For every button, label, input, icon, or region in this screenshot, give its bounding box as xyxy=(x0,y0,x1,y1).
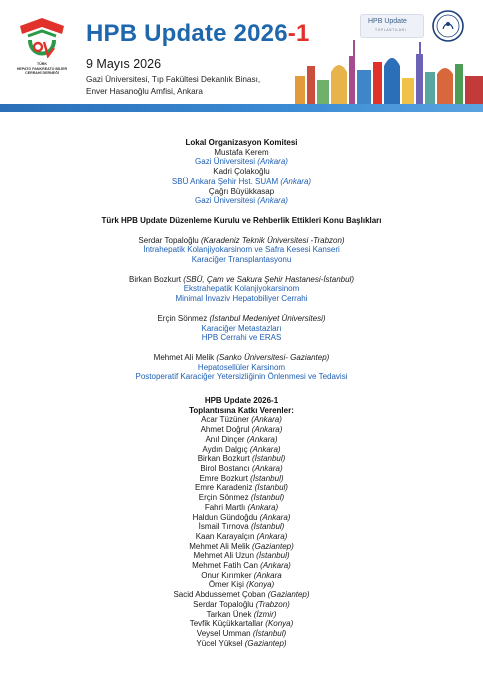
contributor-city: (Ankara) xyxy=(251,425,283,435)
spacer xyxy=(0,304,483,314)
contributor-name: Birkan Bozkurt xyxy=(197,454,250,464)
contributor-city: (İzmir) xyxy=(253,609,277,619)
affiliation-city: (Ankara) xyxy=(280,176,312,186)
guideline-person-affiliation: (Sanko Üniversitesi- Gaziantep) xyxy=(216,352,330,362)
event-title-suffix: -1 xyxy=(287,20,310,47)
guideline-topic: Minimal İnvaziv Hepatobiliyer Cerrahi xyxy=(175,294,308,304)
affiliation-text: Gazi Üniversitesi xyxy=(195,196,256,206)
contributors-heading: HPB Update 2026-1 xyxy=(204,396,279,406)
contributor-city: (Gaziantep) xyxy=(244,638,287,648)
contributor-city: (Gaziantep) xyxy=(267,590,310,600)
contributor-city: (Ankara) xyxy=(260,561,291,571)
main-content xyxy=(0,138,483,648)
contributor-row xyxy=(0,483,483,493)
contributor-city: (İstanbul) xyxy=(250,493,285,503)
contributor-name: Mehmet Fatih Can xyxy=(192,561,258,571)
committee-heading: Lokal Organizasyon Komitesi xyxy=(185,138,298,147)
contributor-row xyxy=(0,542,483,552)
contributor-name: Kaan Karayalçın xyxy=(195,531,255,541)
guideline-topic: Hepatosellüler Karsinom xyxy=(197,362,286,372)
contributor-city: (İstanbul) xyxy=(256,551,290,561)
contributor-city: (Ankara) xyxy=(251,415,282,425)
contributor-name: Ömer Kişi xyxy=(208,580,244,590)
guideline-person-affiliation: (SBÜ, Çam ve Sakura Şehir Hastanesi-İstanbul) xyxy=(183,274,354,284)
contributor-name: Emre Bozkurt xyxy=(199,473,248,483)
spacer xyxy=(0,382,483,396)
affiliation-text: SBÜ Ankara Şehir Hst. SUAM xyxy=(171,176,279,186)
guideline-person xyxy=(0,236,483,246)
contributor-city: (Gaziantep) xyxy=(251,541,294,551)
contributor-row xyxy=(0,571,483,581)
contributor-row xyxy=(0,590,483,600)
contributor-row xyxy=(0,580,483,590)
contributor-name: Mehmet Ali Melik xyxy=(189,541,250,551)
contributor-name: Erçin Sönmez xyxy=(198,493,249,503)
contributor-name: Tevfik Küçükkartallar xyxy=(189,619,264,629)
guideline-topic: Ekstrahepatik Kolanjiyokarsinom xyxy=(183,284,300,294)
contributors-list xyxy=(0,415,483,648)
contributors-subheading: Toplantısına Katkı Verenler: xyxy=(189,405,294,415)
contributor-row xyxy=(0,639,483,649)
contributor-row xyxy=(0,551,483,561)
venue-line: Enver Hasanoğlu Amfisi, Ankara xyxy=(86,87,203,96)
contributor-name: Fahri Martlı xyxy=(204,502,246,512)
event-venue xyxy=(86,74,260,98)
contributor-name: Aydın Dalgıç xyxy=(202,444,248,454)
guideline-person-affiliation: (Karadeniz Teknik Üniversitesi -Trabzon) xyxy=(200,235,345,245)
contributor-name: Sacid Abdussemet Çoban xyxy=(173,590,266,600)
logo-caption-line: CERRAHİ DERNEĞİ xyxy=(25,71,59,76)
contributor-row xyxy=(0,425,483,435)
contributor-city: (Trabzon) xyxy=(255,599,290,609)
committee-member-affiliation xyxy=(0,196,483,206)
affiliation-city: (Ankara) xyxy=(257,157,288,167)
brand-badge-sub: TOPLANTILARI xyxy=(375,28,407,32)
contributor-row xyxy=(0,415,483,425)
guideline-topic: İntrahepatik Kolanjiyokarsinom ve Safra Kesesi Kanseri xyxy=(143,245,340,255)
contributor-name: Tarkan Ünek xyxy=(206,609,252,619)
contributor-row xyxy=(0,600,483,610)
committee-member-affiliation xyxy=(0,177,483,187)
contributor-row xyxy=(0,522,483,532)
contributor-row xyxy=(0,454,483,464)
spacer xyxy=(0,226,483,236)
guideline-person-name: Mehmet Ali Melik xyxy=(153,352,215,362)
contributor-city: (Ankara) xyxy=(249,444,281,454)
contributor-row xyxy=(0,532,483,542)
guideline-topic: Karaciğer Metastazları xyxy=(201,323,282,333)
contributor-city: (Ankara) xyxy=(256,531,288,541)
contributor-row xyxy=(0,464,483,474)
contributor-row xyxy=(0,503,483,513)
contributor-name: Mehmet Ali Uzun xyxy=(193,551,254,561)
event-title-main: HPB Update 2026 xyxy=(86,20,288,47)
committee-member-name: Kadri Çolakoğlu xyxy=(213,167,270,177)
contributor-row xyxy=(0,619,483,629)
header-bar xyxy=(0,104,483,112)
contributor-name: Onur Kırımker xyxy=(201,570,252,580)
contributor-city: (Konya) xyxy=(265,619,294,629)
contributor-name: Veysel Umman xyxy=(196,628,251,638)
logo-caption xyxy=(6,62,78,76)
guidelines-heading: Türk HPB Update Düzenleme Kurulu ve Rehberlik Ettikleri Konu Başlıkları xyxy=(101,215,382,225)
contributor-city: (Ankara) xyxy=(259,512,291,522)
venue-line: Gazi Üniversitesi, Tıp Fakültesi Dekanlık Binası, xyxy=(86,75,261,84)
contributor-row xyxy=(0,493,483,503)
guideline-person xyxy=(0,314,483,324)
brand-badge xyxy=(360,14,424,38)
contributor-row xyxy=(0,445,483,455)
contributor-row xyxy=(0,629,483,639)
affiliation-city: (Ankara) xyxy=(257,196,288,206)
contributor-city: (Ankara) xyxy=(246,434,278,444)
contributor-row xyxy=(0,474,483,484)
contributor-name: Anıl Dinçer xyxy=(205,434,245,444)
contributor-name: Yücel Yüksel xyxy=(196,638,243,648)
contributor-name: Ahmet Doğrul xyxy=(200,425,250,435)
contributor-row xyxy=(0,435,483,445)
spacer xyxy=(0,265,483,275)
contributor-city: (İstanbul) xyxy=(254,483,288,493)
affiliation-text: Gazi Üniversitesi xyxy=(195,157,256,167)
event-date: 9 Mayıs 2026 xyxy=(86,57,162,71)
guideline-person-affiliation: (İstanbul Medeniyet Üniversitesi) xyxy=(209,313,326,323)
contributor-name: Emre Karadeniz xyxy=(195,483,253,493)
contributor-city: (İstanbul) xyxy=(251,454,286,464)
committee-member-name: Çağrı Büyükkasap xyxy=(208,186,275,196)
contributor-name: Serdar Topaloğlu xyxy=(193,599,254,609)
contributor-city: (İstanbul) xyxy=(250,473,284,483)
guideline-topic: Karaciğer Transplantasyonu xyxy=(191,255,292,265)
contributor-name: Acar Tüzüner xyxy=(201,415,249,425)
contributor-city: (Ankara) xyxy=(247,502,279,512)
guideline-topic: HPB Cerrahi ve ERAS xyxy=(201,333,282,343)
contributor-name: İsmail Tırnova xyxy=(198,522,249,532)
guideline-person xyxy=(0,275,483,285)
header xyxy=(0,0,483,112)
contributor-name: Birol Bostancı xyxy=(200,463,250,473)
event-title xyxy=(86,20,310,48)
guideline-person-name: Erçin Sönmez xyxy=(157,313,208,323)
committee-member-name: Mustafa Kerem xyxy=(214,147,269,157)
logo-caption-line: HEPATO PANKREATO BİLİER xyxy=(16,66,68,71)
spacer xyxy=(0,343,483,353)
contributor-city: (İstanbul) xyxy=(252,628,287,638)
contributor-city: (Ankara xyxy=(253,570,282,580)
contributor-city: (Konya) xyxy=(246,580,275,590)
contributor-row xyxy=(0,561,483,571)
brand-badge-name: HPB Update xyxy=(368,18,407,25)
contributor-city: (Ankara) xyxy=(251,463,283,473)
guideline-topic: Postoperatif Karaciğer Yetersizliğinin Önlenmesi ve Tedavisi xyxy=(135,372,348,382)
spacer xyxy=(0,206,483,216)
city-skyline-icon xyxy=(295,36,483,104)
contributor-row xyxy=(0,610,483,620)
guideline-person-name: Serdar Topaloğlu xyxy=(138,235,199,245)
contributor-city: (İstanbul) xyxy=(250,522,285,532)
contributor-name: Haldun Gündoğdu xyxy=(192,512,258,522)
committee-member-affiliation xyxy=(0,157,483,167)
contributor-row xyxy=(0,513,483,523)
logo-caption-line: TÜRK xyxy=(37,62,47,66)
guideline-person xyxy=(0,353,483,363)
guideline-person-name: Birkan Bozkurt xyxy=(129,274,182,284)
